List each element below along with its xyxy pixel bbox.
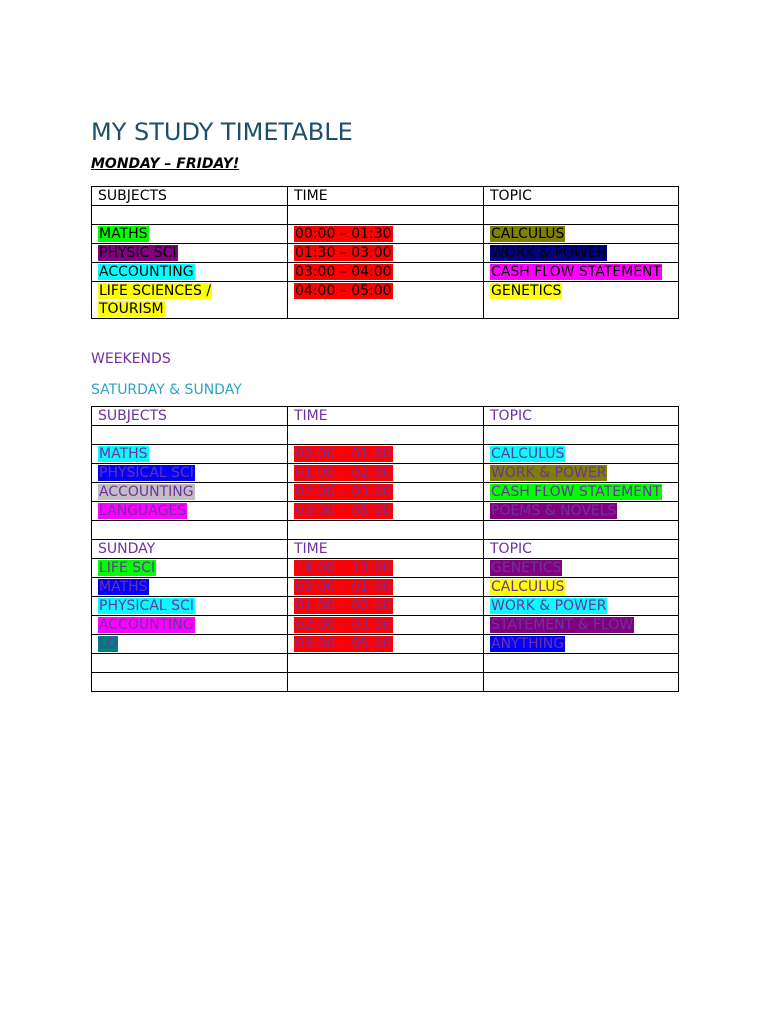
saturday-sunday-label: SATURDAY & SUNDAY [91, 382, 242, 398]
topic-cell [484, 559, 679, 578]
topic-cell [484, 244, 679, 263]
sunday-header-row [92, 540, 679, 559]
topic-cell [484, 464, 679, 483]
saturday-header-row [92, 407, 679, 426]
topic-cell-text: GENETICS [491, 560, 562, 576]
topic-cell [484, 597, 679, 616]
time-cell-text: 02:00 – 03:00 [295, 617, 392, 633]
subject-cell [92, 282, 288, 319]
topic-cell-text: CALCULUS [491, 446, 565, 462]
subject-cell [92, 483, 288, 502]
topic-cell [484, 635, 679, 654]
time-cell-text: 02:00 – 03:00 [295, 484, 392, 500]
empty-row [92, 654, 679, 673]
sunday-row [92, 597, 679, 616]
topic-cell [484, 616, 679, 635]
time-cell-text: 01:30 – 03:00 [295, 245, 392, 261]
topic-cell [484, 483, 679, 502]
subject-cell-text: PHYSIC SCI [99, 245, 177, 261]
weekday-row [92, 225, 679, 244]
subject-cell-text: LANGUAGES [99, 503, 187, 519]
subject-cell [92, 635, 288, 654]
subject-cell-text: MATHS [99, 579, 148, 595]
time-cell [288, 483, 484, 502]
header-cell: SUNDAY [92, 540, 288, 559]
time-cell [288, 244, 484, 263]
topic-cell [484, 263, 679, 282]
topic-cell-text: STATEMENT & FLOW [491, 617, 634, 633]
header-cell: TIME [288, 187, 484, 206]
time-cell [288, 263, 484, 282]
weekday-timetable [91, 186, 679, 319]
empty-row [92, 673, 679, 692]
time-cell [288, 559, 484, 578]
weekday-header-row [92, 187, 679, 206]
time-cell-text: 03:00 – 04:00 [295, 264, 392, 280]
sunday-row [92, 616, 679, 635]
topic-cell [484, 502, 679, 521]
sunday-row [92, 578, 679, 597]
topic-cell [484, 578, 679, 597]
subject-cell-text: LIFE SCIENCES / TOURISM [99, 283, 212, 317]
time-cell [288, 464, 484, 483]
saturday-row [92, 464, 679, 483]
sunday-row [92, 635, 679, 654]
time-cell [288, 597, 484, 616]
subject-cell-text: ACCOUNTING [99, 617, 194, 633]
time-cell [288, 616, 484, 635]
weekday-row [92, 263, 679, 282]
time-cell [288, 225, 484, 244]
header-cell: TOPIC [484, 540, 679, 559]
topic-cell-text: GENETICS [491, 283, 562, 299]
saturday-row [92, 445, 679, 464]
topic-cell [484, 225, 679, 244]
topic-cell-text: CASH FLOW STATEMENT [491, 484, 662, 500]
topic-cell-text: WORK & POWER [491, 465, 607, 481]
subject-cell-text: LO [99, 636, 118, 652]
saturday-row [92, 502, 679, 521]
subject-cell-text: PHYSICAL SCI [99, 598, 194, 614]
weekends-label: WEEKENDS [91, 351, 171, 367]
header-cell: SUBJECTS [92, 407, 288, 426]
subject-cell-text: MATHS [99, 446, 148, 462]
time-cell-text: 03:00 – 05:00 [295, 636, 392, 652]
subject-cell-text: ACCOUNTING [99, 264, 194, 280]
header-cell: TOPIC [484, 407, 679, 426]
topic-cell-text: ANYTHING [491, 636, 565, 652]
saturday-row [92, 483, 679, 502]
topic-cell [484, 282, 679, 319]
time-cell-text: 01:00 – 02:00 [295, 465, 392, 481]
subject-cell [92, 445, 288, 464]
page-title: MY STUDY TIMETABLE [91, 118, 353, 146]
time-cell-text: 01:00 – 02:00 [295, 598, 392, 614]
time-cell-text: 18:00 – 19:00 [295, 560, 392, 576]
topic-cell-text: POEMS & NOVELS [491, 503, 617, 519]
subject-cell [92, 578, 288, 597]
subject-cell [92, 559, 288, 578]
empty-row [92, 521, 679, 540]
time-cell [288, 282, 484, 319]
header-cell: SUBJECTS [92, 187, 288, 206]
time-cell [288, 578, 484, 597]
topic-cell [484, 445, 679, 464]
topic-cell-text: WORK & POWER [491, 245, 607, 261]
time-cell [288, 445, 484, 464]
document-page [91, 112, 678, 692]
weekday-row [92, 244, 679, 263]
topic-cell-text: CALCULUS [491, 579, 565, 595]
time-cell [288, 502, 484, 521]
sunday-row [92, 559, 679, 578]
weekday-subtitle: MONDAY – FRIDAY! [91, 156, 240, 172]
header-cell: TIME [288, 407, 484, 426]
subject-cell [92, 263, 288, 282]
topic-cell-text: CASH FLOW STATEMENT [491, 264, 662, 280]
header-cell: TIME [288, 540, 484, 559]
subject-cell-text: LIFE SCI [99, 560, 156, 576]
subject-cell [92, 597, 288, 616]
time-cell-text: 00:00 – 01:00 [295, 579, 392, 595]
subject-cell [92, 616, 288, 635]
topic-cell-text: WORK & POWER [491, 598, 607, 614]
weekday-row [92, 282, 679, 319]
empty-row [92, 426, 679, 445]
time-cell [288, 635, 484, 654]
time-cell-text: 00:00 – 01:00 [295, 446, 392, 462]
subject-cell [92, 464, 288, 483]
weekend-timetable [91, 406, 679, 692]
time-cell-text: 03:00 – 05:00 [295, 503, 392, 519]
subject-cell-text: PHYSICAL SCI [99, 465, 194, 481]
subject-cell [92, 225, 288, 244]
empty-row [92, 206, 679, 225]
time-cell-text: 04:00 – 05:00 [295, 283, 392, 299]
header-cell: TOPIC [484, 187, 679, 206]
time-cell-text: 00:00 – 01:30 [295, 226, 392, 242]
subject-cell-text: ACCOUNTING [99, 484, 194, 500]
topic-cell-text: CALCULUS [491, 226, 565, 242]
subject-cell [92, 502, 288, 521]
subject-cell-text: MATHS [99, 226, 148, 242]
subject-cell [92, 244, 288, 263]
